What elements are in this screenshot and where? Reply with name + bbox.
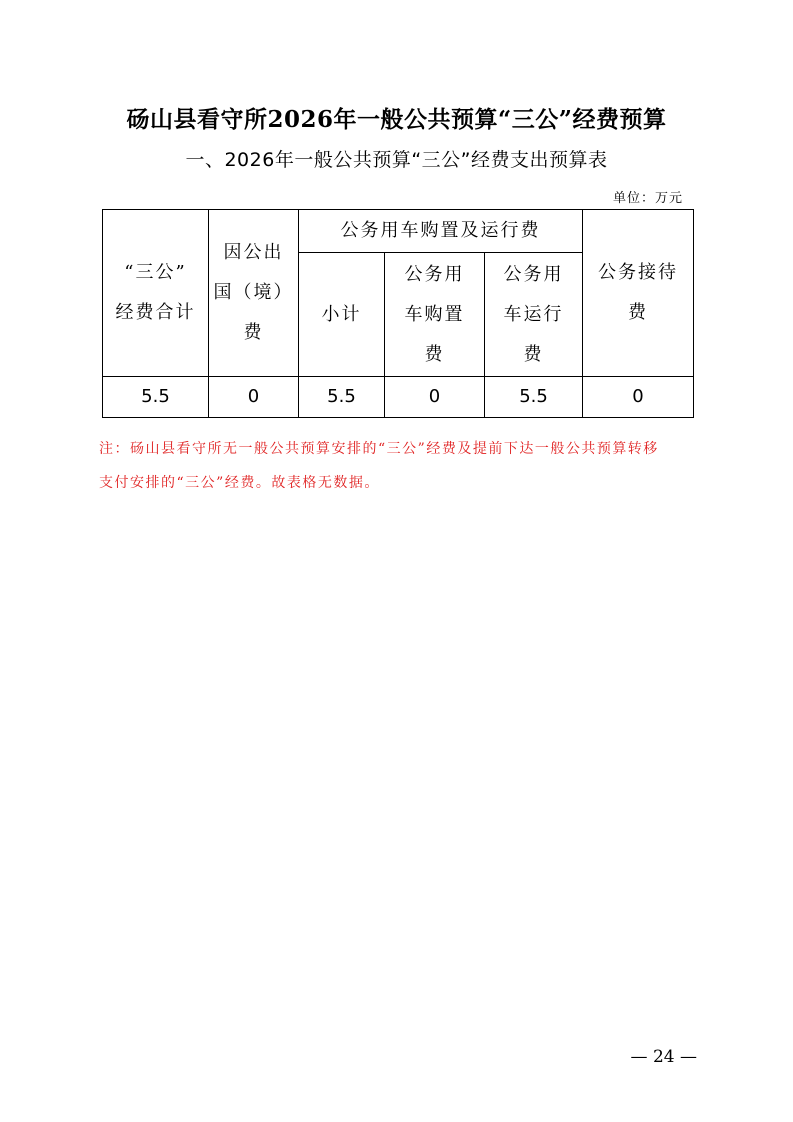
header-vehicle-subtotal-cell	[299, 253, 385, 377]
table-row	[103, 377, 694, 418]
header-vehicle-subtotal: 小计	[321, 303, 362, 325]
table-header-row-1	[103, 210, 694, 253]
document-title: 砀山县看守所2026年一般公共预算“三公”经费预算	[126, 106, 667, 133]
value-reception: 0	[583, 377, 694, 418]
unit-label: 单位：万元	[612, 191, 683, 206]
three-public-budget-table	[102, 209, 694, 418]
header-vehicle-group: 公务用车购置及运行费	[340, 220, 541, 241]
header-vehicle-operation: 公务用 车运行 费	[503, 263, 564, 365]
table-note: 注：砀山县看守所无一般公共预算安排的“三公”经费及提前下达一般公共预算转移 支付安排的“三公”经费。故表格无数据。	[99, 441, 659, 491]
value-vehicle-operation: 5.5	[485, 377, 583, 418]
value-vehicle-purchase: 0	[385, 377, 485, 418]
header-vehicle-purchase-cell	[385, 253, 485, 377]
header-reception: 公务接待 费	[598, 262, 679, 323]
page-number: — 24 —	[630, 1047, 697, 1067]
header-abroad-cell	[209, 210, 299, 377]
header-vehicle-purchase: 公务用 车购置 费	[404, 263, 465, 365]
header-vehicle-group-cell	[299, 210, 583, 253]
header-vehicle-operation-cell	[485, 253, 583, 377]
header-abroad: 因公出 国（境） 费	[213, 242, 294, 343]
header-reception-cell	[583, 210, 694, 377]
value-total: 5.5	[103, 377, 209, 418]
header-total-cell	[103, 210, 209, 377]
value-vehicle-subtotal: 5.5	[299, 377, 385, 418]
value-abroad: 0	[209, 377, 299, 418]
table-subtitle: 一、2026年一般公共预算“三公”经费支出预算表	[185, 149, 608, 171]
header-total: “三公” 经费合计	[115, 262, 196, 323]
